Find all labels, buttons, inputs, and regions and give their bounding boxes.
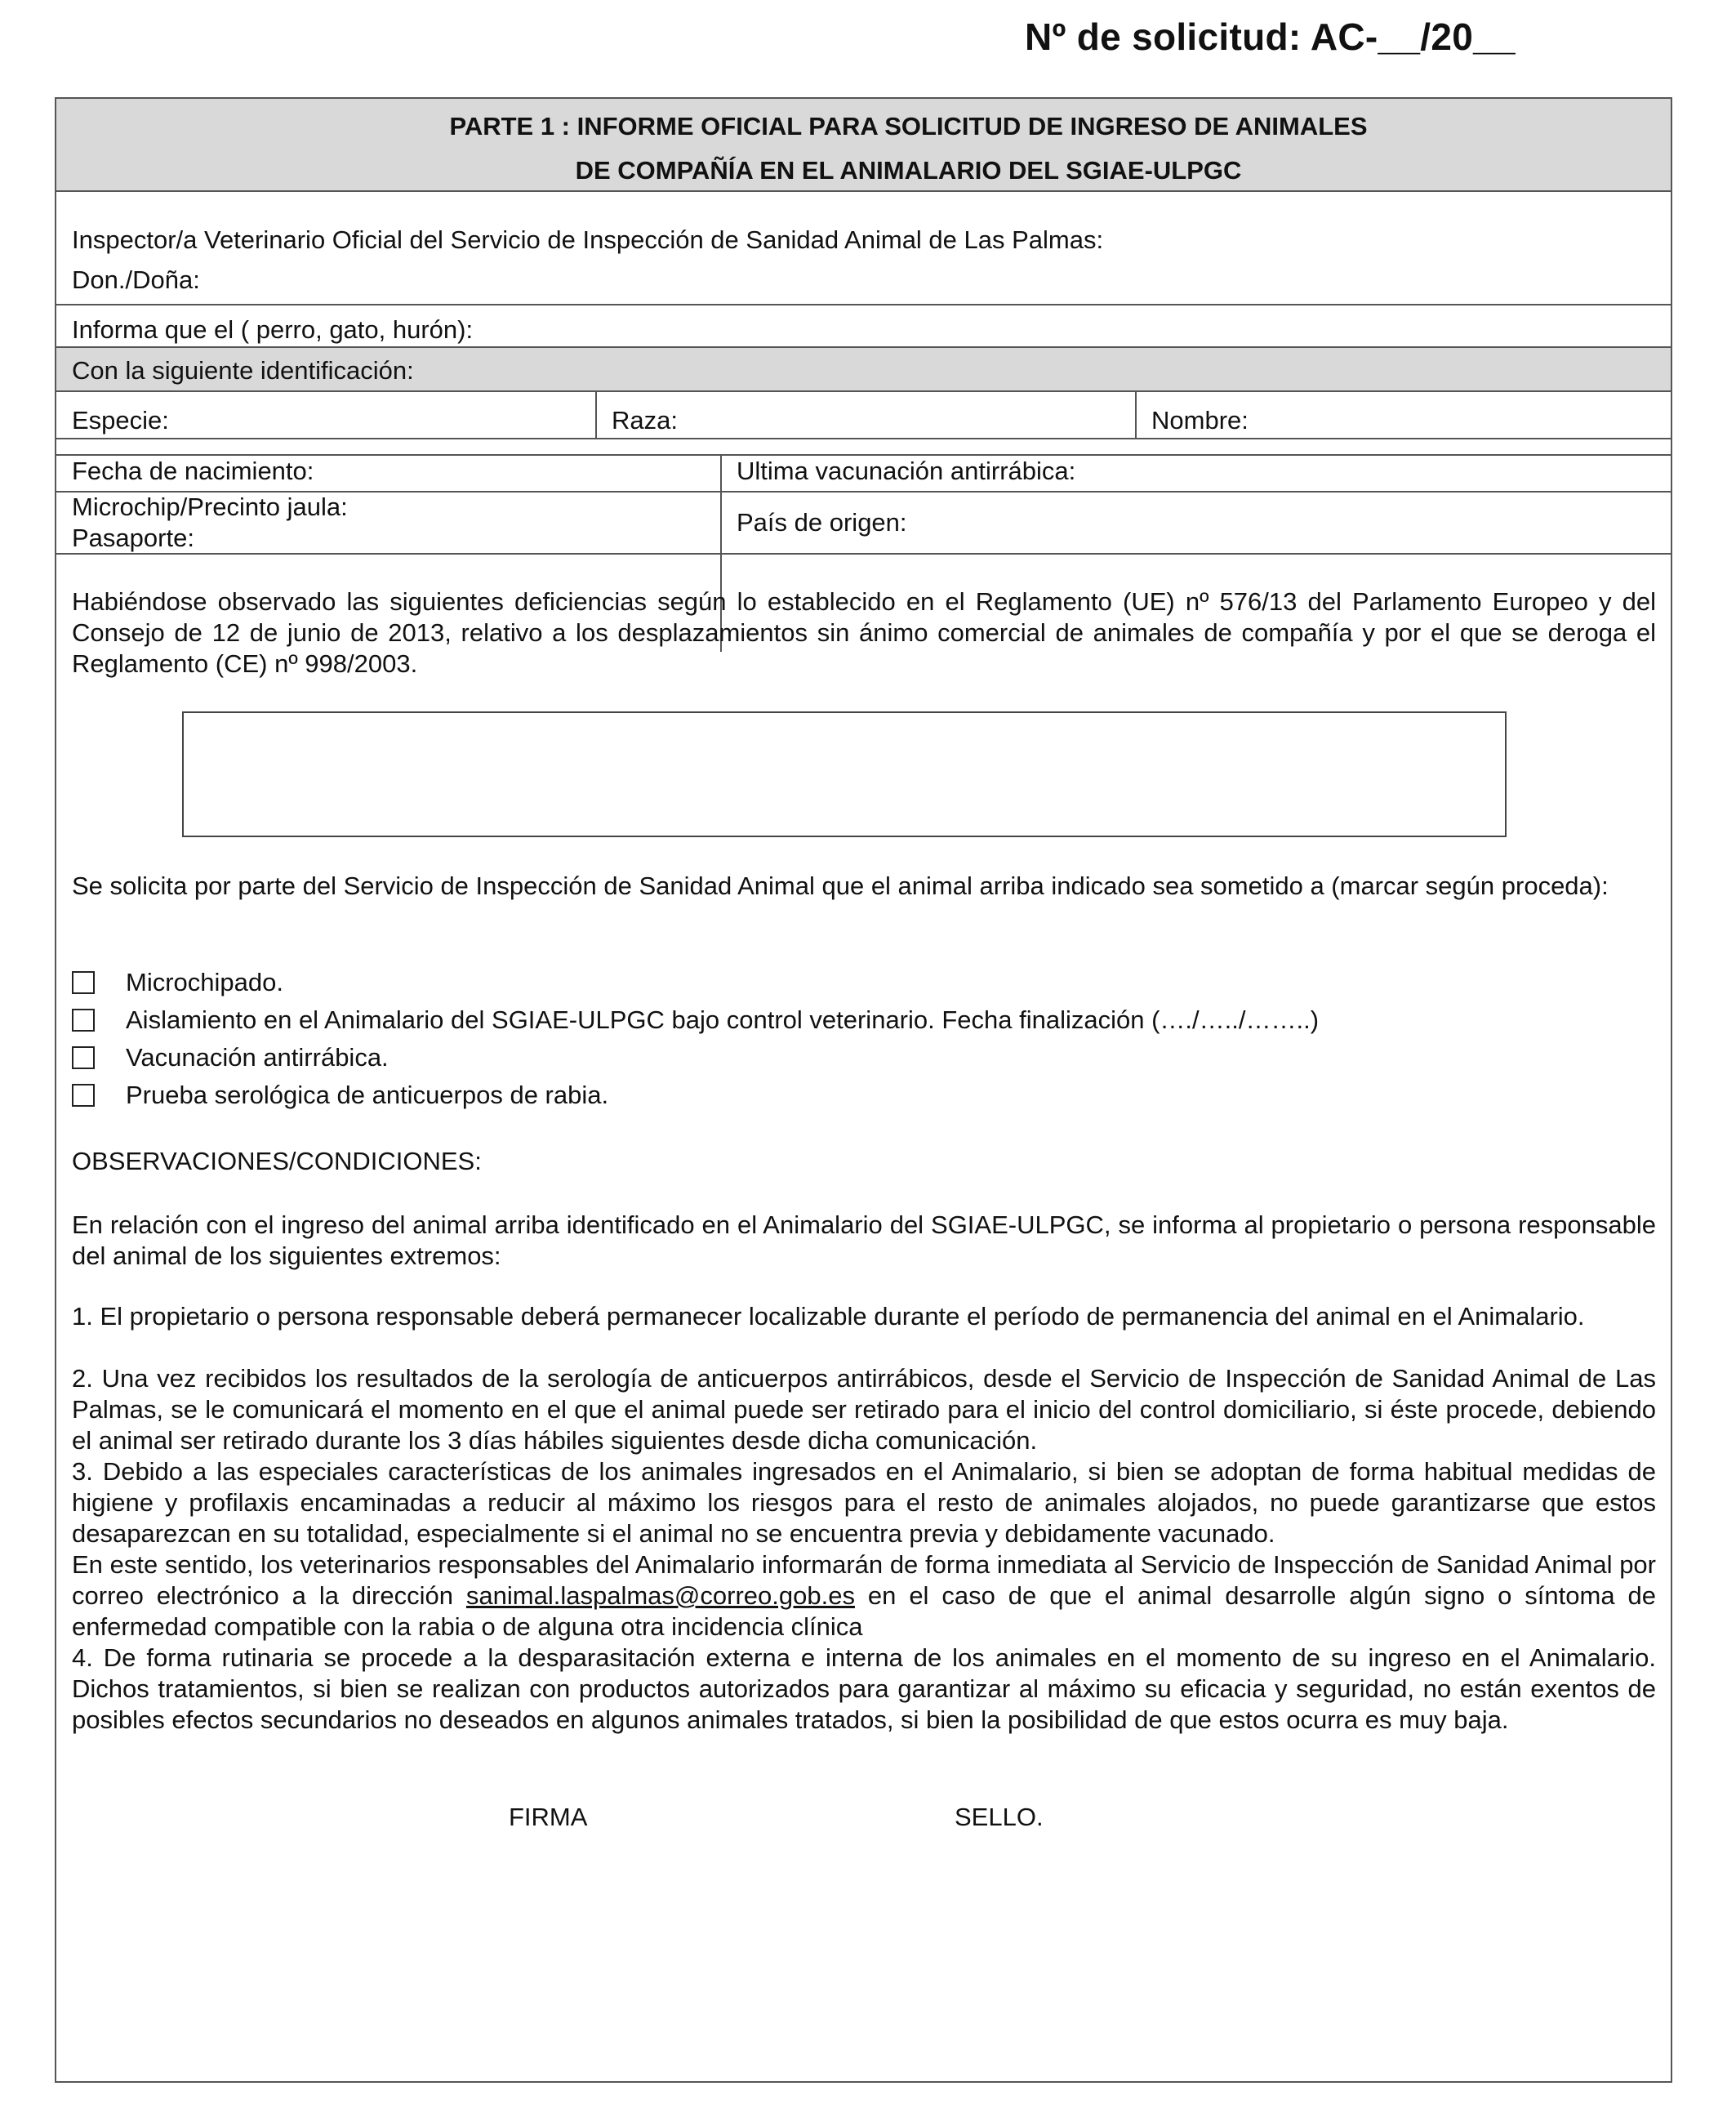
sello-label: SELLO. bbox=[955, 1803, 1044, 1831]
especie-label: Especie: bbox=[72, 406, 169, 435]
checkbox[interactable] bbox=[72, 1009, 95, 1032]
microchip-label: Microchip/Precinto jaula: bbox=[72, 493, 348, 521]
deficiencies-input-box[interactable] bbox=[182, 711, 1507, 837]
condition-3b-text-end: en el caso de que el animal desarrolle algún signo o síntoma de enfermedad compatible con la rabia o de alguna otra incidencia clínica bbox=[72, 1581, 1656, 1641]
option-prueba-serologica[interactable] bbox=[72, 1081, 608, 1110]
pasaporte-label: Pasaporte: bbox=[72, 524, 194, 552]
option-vacunacion[interactable] bbox=[72, 1043, 389, 1072]
divider bbox=[595, 390, 597, 438]
option-label: Vacunación antirrábica. bbox=[126, 1043, 389, 1072]
nombre-label: Nombre: bbox=[1151, 406, 1249, 435]
option-microchipado[interactable] bbox=[72, 968, 283, 997]
inspector-label: Inspector/a Veterinario Oficial del Servicio de Inspección de Sanidad Animal de Las Palmas: bbox=[72, 225, 1104, 254]
divider bbox=[56, 304, 1671, 305]
condition-1: 1. El propietario o persona responsable deberá permanecer localizable durante el período de permanencia del animal en el Animalario. bbox=[72, 1302, 1585, 1331]
request-number: Nº de solicitud: AC-__/20__ bbox=[1025, 16, 1516, 58]
option-label: Prueba serológica de anticuerpos de rabia. bbox=[126, 1081, 609, 1109]
header-line-1: PARTE 1 : INFORME OFICIAL PARA SOLICITUD DE INGRESO DE ANIMALES bbox=[449, 112, 1368, 140]
observations-intro: En relación con el ingreso del animal arriba identificado en el Animalario del SGIAE-ULPGC, se informa al propietario o persona responsable del animal de los siguientes extremos: bbox=[72, 1210, 1656, 1270]
informa-label: Informa que el ( perro, gato, hurón): bbox=[72, 315, 474, 344]
option-label: Aislamiento en el Animalario del SGIAE-ULPGC bajo control veterinario. Fecha finalización (…./…../……..) bbox=[126, 1005, 1320, 1034]
divider bbox=[56, 454, 1671, 456]
request-paragraph: Se solicita por parte del Servicio de Inspección de Sanidad Animal que el animal arriba indicado sea sometido a (marcar según proceda): bbox=[72, 872, 1609, 900]
divider bbox=[56, 553, 1671, 555]
condition-3b-text: En este sentido, los veterinarios responsables del Animalario informarán de forma inmediata al Servicio de Inspección de Sanidad Animal por correo electrónico a la dirección bbox=[72, 1550, 1656, 1610]
condition-3-email-paragraph bbox=[72, 1549, 1656, 1643]
raza-label: Raza: bbox=[612, 406, 678, 435]
email-link[interactable]: sanimal.laspalmas@correo.gob.es bbox=[465, 1581, 855, 1610]
condition-3: 3. Debido a las especiales características de los animales ingresados en el Animalario, si bien se adoptan de forma habitual medidas de higiene y profilaxis encaminadas a reducir al máximo los riesgos para el resto de animales alojados, no puede garantizarse que estos desaparezcan en su totalidad, especialmente si el animal no se encuentra previa y debidamente vacunado. bbox=[72, 1457, 1656, 1548]
ultima-vacunacion-label: Ultima vacunación antirrábica: bbox=[737, 457, 1076, 485]
condition-4: 4. De forma rutinaria se procede a la desparasitación externa e interna de los animales en el momento de su ingreso en el Animalario. Dichos tratamientos, si bien se realizan con productos autorizados para garantizar al máximo su eficacia y seguridad, no están exentos de posibles efectos secundarios no deseados en algunos animales tratados, si bien la posibilidad de que estos ocurra es muy baja. bbox=[72, 1643, 1656, 1734]
divider bbox=[1135, 390, 1137, 438]
firma-label: FIRMA bbox=[509, 1803, 588, 1831]
pais-origen-label: País de origen: bbox=[737, 508, 907, 537]
header-line-2: DE COMPAÑÍA EN EL ANIMALARIO DEL SGIAE-ULPGC bbox=[575, 156, 1242, 185]
divider bbox=[56, 438, 1671, 439]
deficiencies-paragraph: Habiéndose observado las siguientes deficiencias según lo establecido en el Reglamento (UE) nº 576/13 del Parlamento Europeo y del Consejo de 12 de junio de 2013, relativo a los desplazamientos sin ánimo comercial de animales de compañía y por el que se deroga el Reglamento (CE) nº 998/2003. bbox=[72, 587, 1656, 678]
checkbox[interactable] bbox=[72, 1046, 95, 1069]
divider bbox=[56, 390, 1671, 392]
option-label: Microchipado. bbox=[126, 968, 283, 996]
identification-label: Con la siguiente identificación: bbox=[72, 356, 414, 385]
condition-2: 2. Una vez recibidos los resultados de la serología de anticuerpos antirrábicos, desde el Servicio de Inspección de Sanidad Animal de Las Palmas, se le comunicará el momento en el que el animal puede ser retirado para el inicio del control domiciliario, si éste procede, debiendo el animal ser retirado durante los 3 días hábiles siguientes desde dicha comunicación. bbox=[72, 1364, 1656, 1455]
checkbox[interactable] bbox=[72, 971, 95, 994]
option-aislamiento[interactable] bbox=[72, 1005, 1319, 1035]
observations-title: OBSERVACIONES/CONDICIONES: bbox=[72, 1147, 482, 1175]
fecha-nacimiento-label: Fecha de nacimiento: bbox=[72, 457, 314, 485]
form-frame bbox=[55, 97, 1672, 2083]
inspector-name-label: Don./Doña: bbox=[72, 265, 200, 294]
form-header bbox=[56, 99, 1671, 192]
checkbox[interactable] bbox=[72, 1084, 95, 1107]
